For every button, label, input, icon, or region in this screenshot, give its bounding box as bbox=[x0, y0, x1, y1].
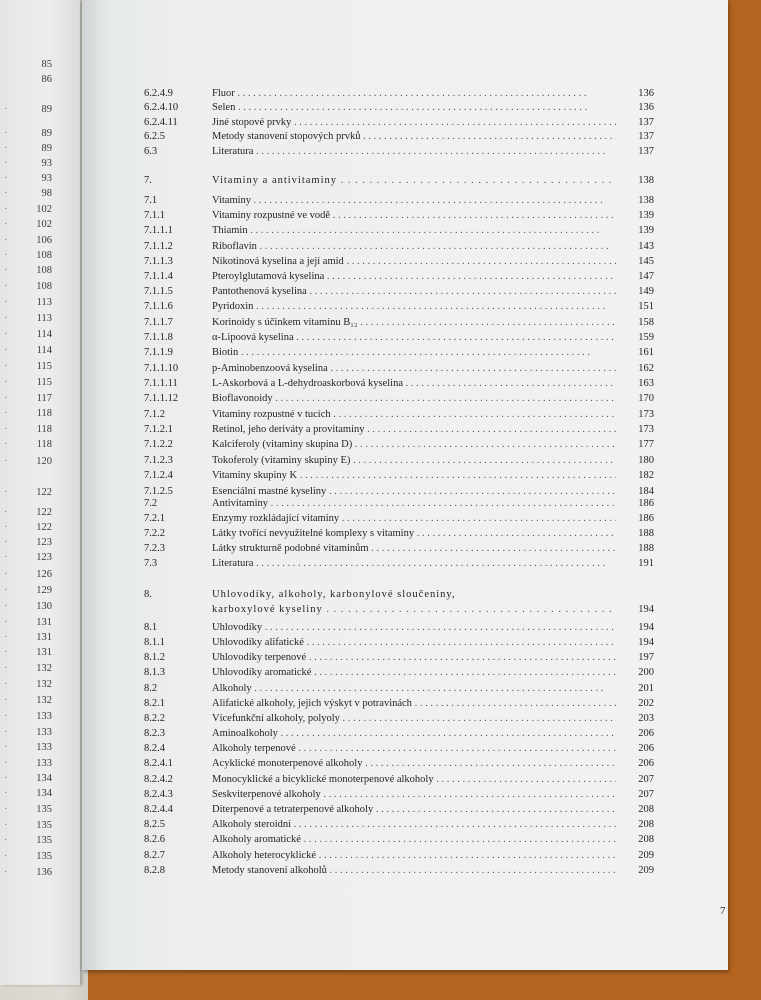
toc-entry-title: Fluor . . . bbox=[212, 87, 616, 100]
toc-entry-page: 173 bbox=[638, 409, 654, 420]
toc-entry-page: 188 bbox=[638, 543, 654, 554]
toc-entry-number: 8.2.5 bbox=[144, 819, 165, 830]
toc-entry bbox=[144, 542, 654, 555]
toc-entry-title: Alkoholy aromatické . . . bbox=[212, 833, 616, 846]
left-page-number: 135 bbox=[36, 820, 52, 831]
left-page-number: 118 bbox=[36, 408, 52, 419]
left-page-number: 131 bbox=[36, 617, 52, 628]
toc-entry-page: 138 bbox=[638, 195, 654, 206]
toc-entry-title: Metody stanovení alkoholů . . . bbox=[212, 864, 616, 877]
left-page-dots: · bbox=[4, 128, 11, 139]
left-page-dots: · bbox=[4, 219, 11, 230]
toc-entry-number: 8. bbox=[144, 589, 152, 600]
left-page-dots: · bbox=[4, 361, 11, 372]
toc-entry-number: 7.1.1.11 bbox=[144, 378, 178, 389]
toc-entry-number: 8.2 bbox=[144, 683, 158, 694]
toc-entry-page: 163 bbox=[638, 378, 654, 389]
page-number: 7 bbox=[720, 905, 726, 917]
toc-entry-number: 7.1.1.7 bbox=[144, 317, 173, 328]
toc-entry-page: 186 bbox=[638, 498, 654, 509]
left-page-number: 120 bbox=[36, 456, 52, 467]
toc-entry-number: 7.1.1.3 bbox=[144, 256, 173, 267]
left-page-dots: · bbox=[4, 281, 11, 292]
toc-entry-title: Vitaminy . . . bbox=[212, 194, 616, 207]
toc-entry-page: 206 bbox=[638, 758, 654, 769]
toc-entry-number: 8.2.4 bbox=[144, 743, 165, 754]
toc-entry-number: 7.1.2 bbox=[144, 409, 165, 420]
left-page-dots: · bbox=[4, 758, 11, 769]
toc-entry-number: 8.2.4.4 bbox=[144, 804, 173, 815]
left-page-number: 98 bbox=[41, 188, 52, 199]
toc-entry-number: 8.2.6 bbox=[144, 834, 165, 845]
toc-entry-title: Antivitaminy . . . bbox=[212, 497, 616, 510]
toc-entry-title: Uhlovodíky alifatické . . . bbox=[212, 636, 616, 649]
left-page-dots: · bbox=[4, 569, 11, 580]
toc-entry bbox=[144, 742, 654, 755]
toc-entry-page: 206 bbox=[638, 728, 654, 739]
toc-entry-number: 8.2.3 bbox=[144, 728, 165, 739]
toc-entry-number: 8.2.7 bbox=[144, 850, 165, 861]
toc-entry-title: Enzymy rozkládající vitaminy . . . bbox=[212, 512, 616, 525]
left-page-number: 135 bbox=[36, 851, 52, 862]
toc-entry-title: L-Askorbová a L-dehydroaskorbová kyselina . . . bbox=[212, 377, 616, 390]
left-page-dots: · bbox=[4, 601, 11, 612]
toc-entry-page: 201 bbox=[638, 683, 654, 694]
left-page-number: 132 bbox=[36, 679, 52, 690]
toc-entry-number: 7.1.1.10 bbox=[144, 363, 179, 374]
toc-entry-title: Biotin . . . bbox=[212, 346, 616, 359]
toc-entry-page: 200 bbox=[638, 667, 654, 678]
left-page-dots: · bbox=[4, 456, 11, 467]
toc-entry-title: Alifatické alkoholy, jejich výskyt v potravinách . . . bbox=[212, 697, 616, 710]
toc-entry-number: 8.2.4.2 bbox=[144, 774, 173, 785]
left-page-number: 122 bbox=[36, 487, 52, 498]
toc-entry-number: 6.2.4.9 bbox=[144, 88, 173, 99]
left-page-dots: · bbox=[4, 408, 11, 419]
toc-entry-page: 194 bbox=[638, 637, 654, 648]
toc-entry bbox=[144, 130, 654, 143]
left-page-dots: · bbox=[4, 424, 11, 435]
toc-entry-title: Tokoferoly (vitaminy skupiny E) . . . bbox=[212, 454, 616, 467]
toc-entry bbox=[144, 255, 654, 268]
toc-entry bbox=[144, 285, 654, 298]
toc-entry-title: Literatura . . . bbox=[212, 145, 616, 158]
left-page-number: 131 bbox=[36, 632, 52, 643]
toc-entry-title: Uhlovodíky, alkoholy, karbonylové sloučeniny, bbox=[212, 589, 456, 600]
toc-entry-page: 139 bbox=[638, 210, 654, 221]
toc-entry-number: 8.2.4.3 bbox=[144, 789, 173, 800]
left-page-dots: · bbox=[4, 552, 11, 563]
toc-entry-title: Literatura . . . bbox=[212, 557, 616, 570]
left-page-dots: · bbox=[4, 522, 11, 533]
toc-entry-number: 7.1.1.2 bbox=[144, 241, 173, 252]
left-page-dots: · bbox=[4, 788, 11, 799]
left-page-dots: · bbox=[4, 158, 11, 169]
toc-entry-title: Vitaminy skupiny K . . . bbox=[212, 469, 616, 482]
toc-entry-page: 138 bbox=[638, 175, 654, 186]
left-page-dots: · bbox=[4, 507, 11, 518]
toc-entry bbox=[144, 300, 654, 313]
toc-entry-page: 149 bbox=[638, 286, 654, 297]
toc-entry-page: 208 bbox=[638, 834, 654, 845]
toc-entry bbox=[144, 757, 654, 770]
toc-entry bbox=[144, 240, 654, 253]
left-page-dots: · bbox=[4, 804, 11, 815]
toc-entry-number: 6.2.4.11 bbox=[144, 117, 178, 128]
toc-entry-title: Vitaminy a antivitaminy . . . bbox=[212, 174, 616, 187]
toc-entry-number: 8.2.2 bbox=[144, 713, 165, 724]
toc-entry-title: Esenciální mastné kyseliny . . . bbox=[212, 485, 616, 498]
left-page-number: 106 bbox=[36, 235, 52, 246]
toc-entry bbox=[144, 145, 654, 158]
toc-entry-number: 7.1.1.8 bbox=[144, 332, 173, 343]
toc-entry bbox=[144, 727, 654, 740]
toc-entry-title: Pyridoxin . . . bbox=[212, 300, 616, 313]
toc-entry-title: α-Lipoová kyselina . . . bbox=[212, 331, 616, 344]
toc-entry-title: Riboflavin . . . bbox=[212, 240, 616, 253]
left-page-dots: · bbox=[4, 329, 11, 340]
left-page-dots: · bbox=[4, 647, 11, 658]
left-page-dots: · bbox=[4, 250, 11, 261]
toc-entry-title: Thiamin . . . bbox=[212, 224, 616, 237]
toc-entry bbox=[144, 666, 654, 679]
left-page-dots: · bbox=[4, 377, 11, 388]
left-page-number: 133 bbox=[36, 742, 52, 753]
toc-entry-title: Vícefunkční alkoholy, polyoly . . . bbox=[212, 712, 616, 725]
left-page-number: 136 bbox=[36, 867, 52, 878]
toc-entry-number: 7.1.1.12 bbox=[144, 393, 179, 404]
toc-entry-number: 7.1.1.6 bbox=[144, 301, 173, 312]
toc-entry-page: 162 bbox=[638, 363, 654, 374]
left-page-dots: · bbox=[4, 727, 11, 738]
toc-entry-page: 208 bbox=[638, 819, 654, 830]
toc-entry-title: Jiné stopové prvky . . . bbox=[212, 116, 616, 129]
toc-entry-title: Metody stanovení stopových prvků . . . bbox=[212, 130, 616, 143]
left-page-number: 89 bbox=[41, 128, 52, 139]
toc-entry-page: 191 bbox=[638, 558, 654, 569]
toc-entry-title: Acyklické monoterpenové alkoholy . . . bbox=[212, 757, 616, 770]
left-page-dots: · bbox=[4, 663, 11, 674]
toc-entry-page: 197 bbox=[638, 652, 654, 663]
toc-entry-number: 8.1 bbox=[144, 622, 158, 633]
left-page-number: 108 bbox=[36, 250, 52, 261]
left-page-number: 126 bbox=[36, 569, 52, 580]
left-page-number: 102 bbox=[36, 204, 52, 215]
toc-entry-title: Uhlovodíky terpenové . . . bbox=[212, 651, 616, 664]
toc-entry-number: 7.1.1.5 bbox=[144, 286, 173, 297]
toc-entry-page: 194 bbox=[638, 622, 654, 633]
toc-entry bbox=[144, 101, 654, 114]
left-page-dots: · bbox=[4, 235, 11, 246]
toc-entry-page: 194 bbox=[638, 604, 654, 615]
toc-entry bbox=[144, 87, 654, 100]
toc-entry bbox=[144, 512, 654, 525]
toc-entry-title: Alkoholy steroidní . . . bbox=[212, 818, 616, 831]
left-page-number: 133 bbox=[36, 758, 52, 769]
toc-entry-number: 7.1 bbox=[144, 195, 158, 206]
toc-entry bbox=[144, 651, 654, 664]
left-page-number: 132 bbox=[36, 663, 52, 674]
left-page-number: 134 bbox=[36, 788, 52, 799]
toc-entry bbox=[144, 224, 654, 237]
toc-entry-title: Uhlovodíky aromatické . . . bbox=[212, 666, 616, 679]
toc-entry-page: 202 bbox=[638, 698, 654, 709]
toc-entry-number: 8.2.8 bbox=[144, 865, 165, 876]
left-page-dots: · bbox=[4, 867, 11, 878]
left-page-dots: · bbox=[4, 679, 11, 690]
left-page-dots: · bbox=[4, 711, 11, 722]
left-page-number: 130 bbox=[36, 601, 52, 612]
toc-entry-number: 8.2.4.1 bbox=[144, 758, 173, 769]
toc-entry-number: 8.2.1 bbox=[144, 698, 165, 709]
toc-entry-page: 208 bbox=[638, 804, 654, 815]
left-page-dots: · bbox=[4, 104, 11, 115]
toc-entry-page: 136 bbox=[638, 88, 654, 99]
toc-entry-page: 137 bbox=[638, 117, 654, 128]
toc-entry bbox=[144, 712, 654, 725]
toc-entry-page: 137 bbox=[638, 146, 654, 157]
toc-entry bbox=[144, 174, 654, 187]
toc-entry-title: Alkoholy heterocyklické . . . bbox=[212, 849, 616, 862]
toc-entry-page: 188 bbox=[638, 528, 654, 539]
toc-entry bbox=[144, 833, 654, 846]
left-page-dots: · bbox=[4, 632, 11, 643]
toc-entry-number: 7.1.1.1 bbox=[144, 225, 173, 236]
toc-entry-title: Diterpenové a tetraterpenové alkoholy . . . bbox=[212, 803, 616, 816]
toc-entry bbox=[144, 603, 654, 616]
toc-entry bbox=[144, 316, 654, 329]
toc-entry-number: 7.1.2.3 bbox=[144, 455, 173, 466]
left-page-dots: · bbox=[4, 487, 11, 498]
toc-entry-title: Uhlovodíky . . . bbox=[212, 621, 616, 634]
toc-entry-page: 137 bbox=[638, 131, 654, 142]
toc-entry-title: Alkoholy . . . bbox=[212, 682, 616, 695]
toc-entry bbox=[144, 270, 654, 283]
toc-entry-number: 7.1.2.5 bbox=[144, 486, 173, 497]
left-page-number: 122 bbox=[36, 522, 52, 533]
toc-entry bbox=[144, 773, 654, 786]
left-page-number: 93 bbox=[41, 173, 52, 184]
toc-entry-page: 177 bbox=[638, 439, 654, 450]
left-page-number: 129 bbox=[36, 585, 52, 596]
left-page-number: 113 bbox=[36, 297, 52, 308]
toc-entry-page: 158 bbox=[638, 317, 654, 328]
toc-entry-title: Pteroylglutamová kyselina . . . bbox=[212, 270, 616, 283]
toc-entry bbox=[144, 362, 654, 375]
toc-entry bbox=[144, 469, 654, 482]
left-page-dots: · bbox=[4, 143, 11, 154]
toc-entry bbox=[144, 803, 654, 816]
toc-entry-number: 7.1.2.2 bbox=[144, 439, 173, 450]
toc-entry bbox=[144, 864, 654, 877]
toc-entry bbox=[144, 209, 654, 222]
toc-entry bbox=[144, 527, 654, 540]
left-page-dots: · bbox=[4, 537, 11, 548]
toc-entry bbox=[144, 557, 654, 570]
toc-entry-number: 6.2.5 bbox=[144, 131, 165, 142]
left-page-number: 102 bbox=[36, 219, 52, 230]
toc-entry-page: 147 bbox=[638, 271, 654, 282]
left-page-dots: · bbox=[4, 393, 11, 404]
left-page-dots: · bbox=[4, 820, 11, 831]
left-page-dots: · bbox=[4, 695, 11, 706]
toc-entry-page: 143 bbox=[638, 241, 654, 252]
toc-entry-title: karboxylové kyseliny . . . bbox=[212, 603, 616, 616]
left-page-number: 85 bbox=[41, 59, 52, 70]
toc-entry-page: 203 bbox=[638, 713, 654, 724]
toc-entry-title: p-Aminobenzoová kyselina . . . bbox=[212, 362, 616, 375]
toc-entry-title: Kalciferoly (vitaminy skupina D) . . . bbox=[212, 438, 616, 451]
toc-entry-title: Látky strukturně podobné vitaminům . . . bbox=[212, 542, 616, 555]
toc-entry-title: Vitaminy rozpustné v tucích . . . bbox=[212, 408, 616, 421]
left-page-number: 108 bbox=[36, 265, 52, 276]
left-page-number: 118 bbox=[36, 439, 52, 450]
toc-entry bbox=[144, 423, 654, 436]
left-page-dots: · bbox=[4, 313, 11, 324]
toc-entry-number: 7. bbox=[144, 175, 152, 186]
left-page-dots: · bbox=[4, 173, 11, 184]
toc-entry-title: Nikotinová kyselina a její amid . . . bbox=[212, 255, 616, 268]
toc-entry bbox=[144, 408, 654, 421]
toc-entry bbox=[144, 682, 654, 695]
toc-entry-number: 8.1.1 bbox=[144, 637, 165, 648]
toc-entry-page: 209 bbox=[638, 865, 654, 876]
toc-entry-page: 207 bbox=[638, 774, 654, 785]
toc-entry-number: 7.1.1 bbox=[144, 210, 165, 221]
toc-entry bbox=[144, 588, 654, 601]
toc-entry-number: 7.3 bbox=[144, 558, 158, 569]
toc-entry bbox=[144, 438, 654, 451]
left-page-number: 135 bbox=[36, 804, 52, 815]
left-page-dots: · bbox=[4, 617, 11, 628]
toc-entry bbox=[144, 116, 654, 129]
toc-entry-number: 7.2.1 bbox=[144, 513, 165, 524]
toc-entry bbox=[144, 331, 654, 344]
toc-entry-page: 159 bbox=[638, 332, 654, 343]
left-page-number: 108 bbox=[36, 281, 52, 292]
left-page-dots: · bbox=[4, 204, 11, 215]
toc-entry bbox=[144, 621, 654, 634]
toc-entry-title: Monocyklické a bicyklické monoterpenové alkoholy . . . bbox=[212, 773, 616, 786]
toc-entry bbox=[144, 377, 654, 390]
right-page bbox=[82, 0, 728, 970]
toc-entry-number: 7.1.1.9 bbox=[144, 347, 173, 358]
toc-entry bbox=[144, 697, 654, 710]
toc-entry bbox=[144, 849, 654, 862]
toc-entry-page: 139 bbox=[638, 225, 654, 236]
toc-entry-page: 209 bbox=[638, 850, 654, 861]
toc-entry-page: 161 bbox=[638, 347, 654, 358]
left-page-number: 133 bbox=[36, 727, 52, 738]
left-page-number: 114 bbox=[36, 345, 52, 356]
toc-entry-title: Bioflavonoidy . . . bbox=[212, 392, 616, 405]
toc-entry-number: 7.1.1.4 bbox=[144, 271, 173, 282]
left-page-number: 118 bbox=[36, 424, 52, 435]
left-page-dots: · bbox=[4, 345, 11, 356]
left-page-dots: · bbox=[4, 742, 11, 753]
left-page-dots: · bbox=[4, 265, 11, 276]
left-page-dots: · bbox=[4, 188, 11, 199]
toc-entry-title: Selen . . . bbox=[212, 101, 616, 114]
left-page bbox=[0, 0, 80, 985]
left-page-number: 115 bbox=[36, 361, 52, 372]
left-page-number: 131 bbox=[36, 647, 52, 658]
toc-entry-title: Seskviterpenové alkoholy . . . bbox=[212, 788, 616, 801]
toc-entry bbox=[144, 497, 654, 510]
left-page-dots: · bbox=[4, 851, 11, 862]
left-page-number: 123 bbox=[36, 552, 52, 563]
toc-entry bbox=[144, 818, 654, 831]
toc-entry bbox=[144, 636, 654, 649]
toc-entry-page: 145 bbox=[638, 256, 654, 267]
left-page-number: 86 bbox=[41, 74, 52, 85]
left-page-number: 89 bbox=[41, 104, 52, 115]
left-page-number: 134 bbox=[36, 773, 52, 784]
left-page-number: 132 bbox=[36, 695, 52, 706]
toc-entry-page: 182 bbox=[638, 470, 654, 481]
toc-entry-number: 7.2.2 bbox=[144, 528, 165, 539]
toc-entry-page: 184 bbox=[638, 486, 654, 497]
toc-entry-number: 8.1.2 bbox=[144, 652, 165, 663]
left-page-number: 115 bbox=[36, 377, 52, 388]
toc-entry-page: 186 bbox=[638, 513, 654, 524]
toc-entry-title: Aminoalkoholy . . . bbox=[212, 727, 616, 740]
toc-entry bbox=[144, 194, 654, 207]
toc-entry-title: Látky tvořící nevyužitelné komplexy s vitaminy . . . bbox=[212, 527, 616, 540]
left-page-number: 117 bbox=[36, 393, 52, 404]
toc-entry bbox=[144, 392, 654, 405]
toc-entry-page: 206 bbox=[638, 743, 654, 754]
toc-entry bbox=[144, 454, 654, 467]
left-page-number: 123 bbox=[36, 537, 52, 548]
toc-entry-title: Retinol, jeho deriváty a provitaminy . . . bbox=[212, 423, 616, 436]
left-page-dots: · bbox=[4, 835, 11, 846]
left-page-number: 89 bbox=[41, 143, 52, 154]
left-page-number: 135 bbox=[36, 835, 52, 846]
toc-entry-title: Alkoholy terpenové . . . bbox=[212, 742, 616, 755]
left-page-number: 114 bbox=[36, 329, 52, 340]
toc-entry-number: 6.2.4.10 bbox=[144, 102, 179, 113]
left-page-number: 133 bbox=[36, 711, 52, 722]
toc-entry-page: 136 bbox=[638, 102, 654, 113]
left-page-dots: · bbox=[4, 585, 11, 596]
toc-entry bbox=[144, 788, 654, 801]
left-page-number: 113 bbox=[36, 313, 52, 324]
toc-entry-page: 170 bbox=[638, 393, 654, 404]
toc-entry-number: 7.1.2.1 bbox=[144, 424, 173, 435]
toc-entry-page: 207 bbox=[638, 789, 654, 800]
toc-entry-page: 173 bbox=[638, 424, 654, 435]
toc-entry-number: 7.2 bbox=[144, 498, 158, 509]
toc-entry-number: 7.2.3 bbox=[144, 543, 165, 554]
left-page-number: 122 bbox=[36, 507, 52, 518]
left-page-number: 93 bbox=[41, 158, 52, 169]
toc-entry-page: 180 bbox=[638, 455, 654, 466]
toc-entry-number: 7.1.2.4 bbox=[144, 470, 173, 481]
toc-entry-number: 6.3 bbox=[144, 146, 158, 157]
toc-entry-title: Pantothenová kyselina . . . bbox=[212, 285, 616, 298]
toc-entry-title: Korinoidy s účinkem vitaminu B₁₂ . . . bbox=[212, 316, 616, 329]
left-page-dots: · bbox=[4, 773, 11, 784]
toc-entry-number: 8.1.3 bbox=[144, 667, 165, 678]
toc-entry bbox=[144, 346, 654, 359]
toc-entry-title: Vitaminy rozpustné ve vodě . . . bbox=[212, 209, 616, 222]
left-page-dots: · bbox=[4, 439, 11, 450]
left-page-dots: · bbox=[4, 297, 11, 308]
toc-entry-page: 151 bbox=[638, 301, 654, 312]
